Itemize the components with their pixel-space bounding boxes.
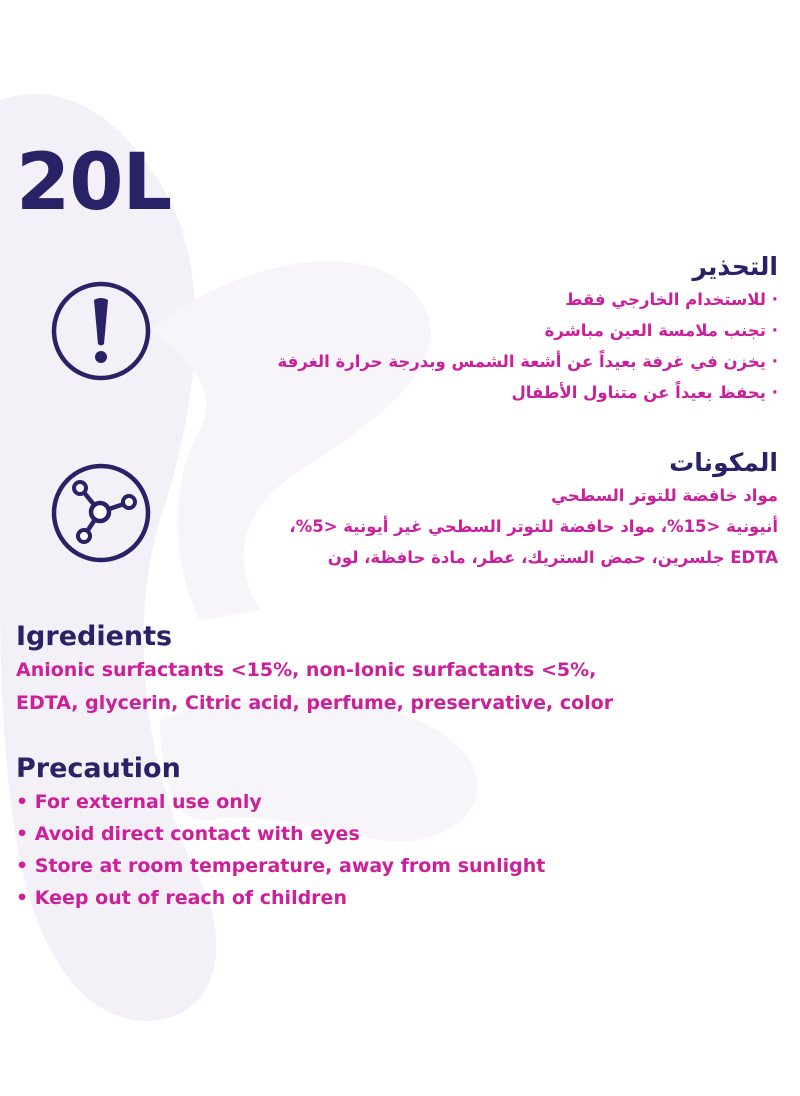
precaution-item: • Avoid direct contact with eyes — [16, 823, 360, 845]
molecule-icon — [48, 460, 154, 566]
arabic-warning-item: · يخزن في غرفة بعيداً عن أشعة الشمس وبدرجة حرارة الغرفة — [277, 352, 778, 371]
precaution-item: • Keep out of reach of children — [16, 887, 347, 909]
arabic-ingredients-title: المكونات — [669, 448, 778, 477]
arabic-ingredients-section — [289, 446, 778, 573]
arabic-warning-title: التحذير — [692, 252, 778, 281]
precaution-item: • For external use only — [16, 791, 262, 813]
arabic-warning-item: · يحفظ بعيداً عن متناول الأطفال — [511, 383, 778, 402]
arabic-warning-item: · للاستخدام الخارجي فقط — [565, 290, 778, 309]
exclamation-circle-icon — [48, 278, 154, 384]
arabic-ingredients-line: EDTA جلسرين، حمض الستريك، عطر، مادة حافظة، لون — [327, 548, 778, 567]
english-ingredients-text: Anionic surfactants <15%, non-Ionic surfactants <5%, EDTA, glycerin, Citric acid, perfume, preservative, color — [16, 659, 614, 714]
english-ingredients-section — [16, 620, 656, 720]
english-precaution-section — [16, 752, 545, 914]
english-ingredients-title: Igredients — [16, 621, 173, 652]
english-precaution-title: Precaution — [16, 753, 181, 784]
precaution-item: • Store at room temperature, away from sunlight — [16, 855, 546, 877]
arabic-ingredients-line: أنيونية <15%، مواد حافضة للتوتر السطحي غير أيونية <5%، — [289, 517, 778, 536]
volume-label: 20L — [16, 138, 172, 228]
arabic-warning-item: · تجنب ملامسة العين مباشرة — [544, 321, 778, 340]
arabic-ingredients-line: مواد خافضة للتوتر السطحي — [551, 486, 778, 505]
arabic-warning-section — [278, 250, 778, 408]
